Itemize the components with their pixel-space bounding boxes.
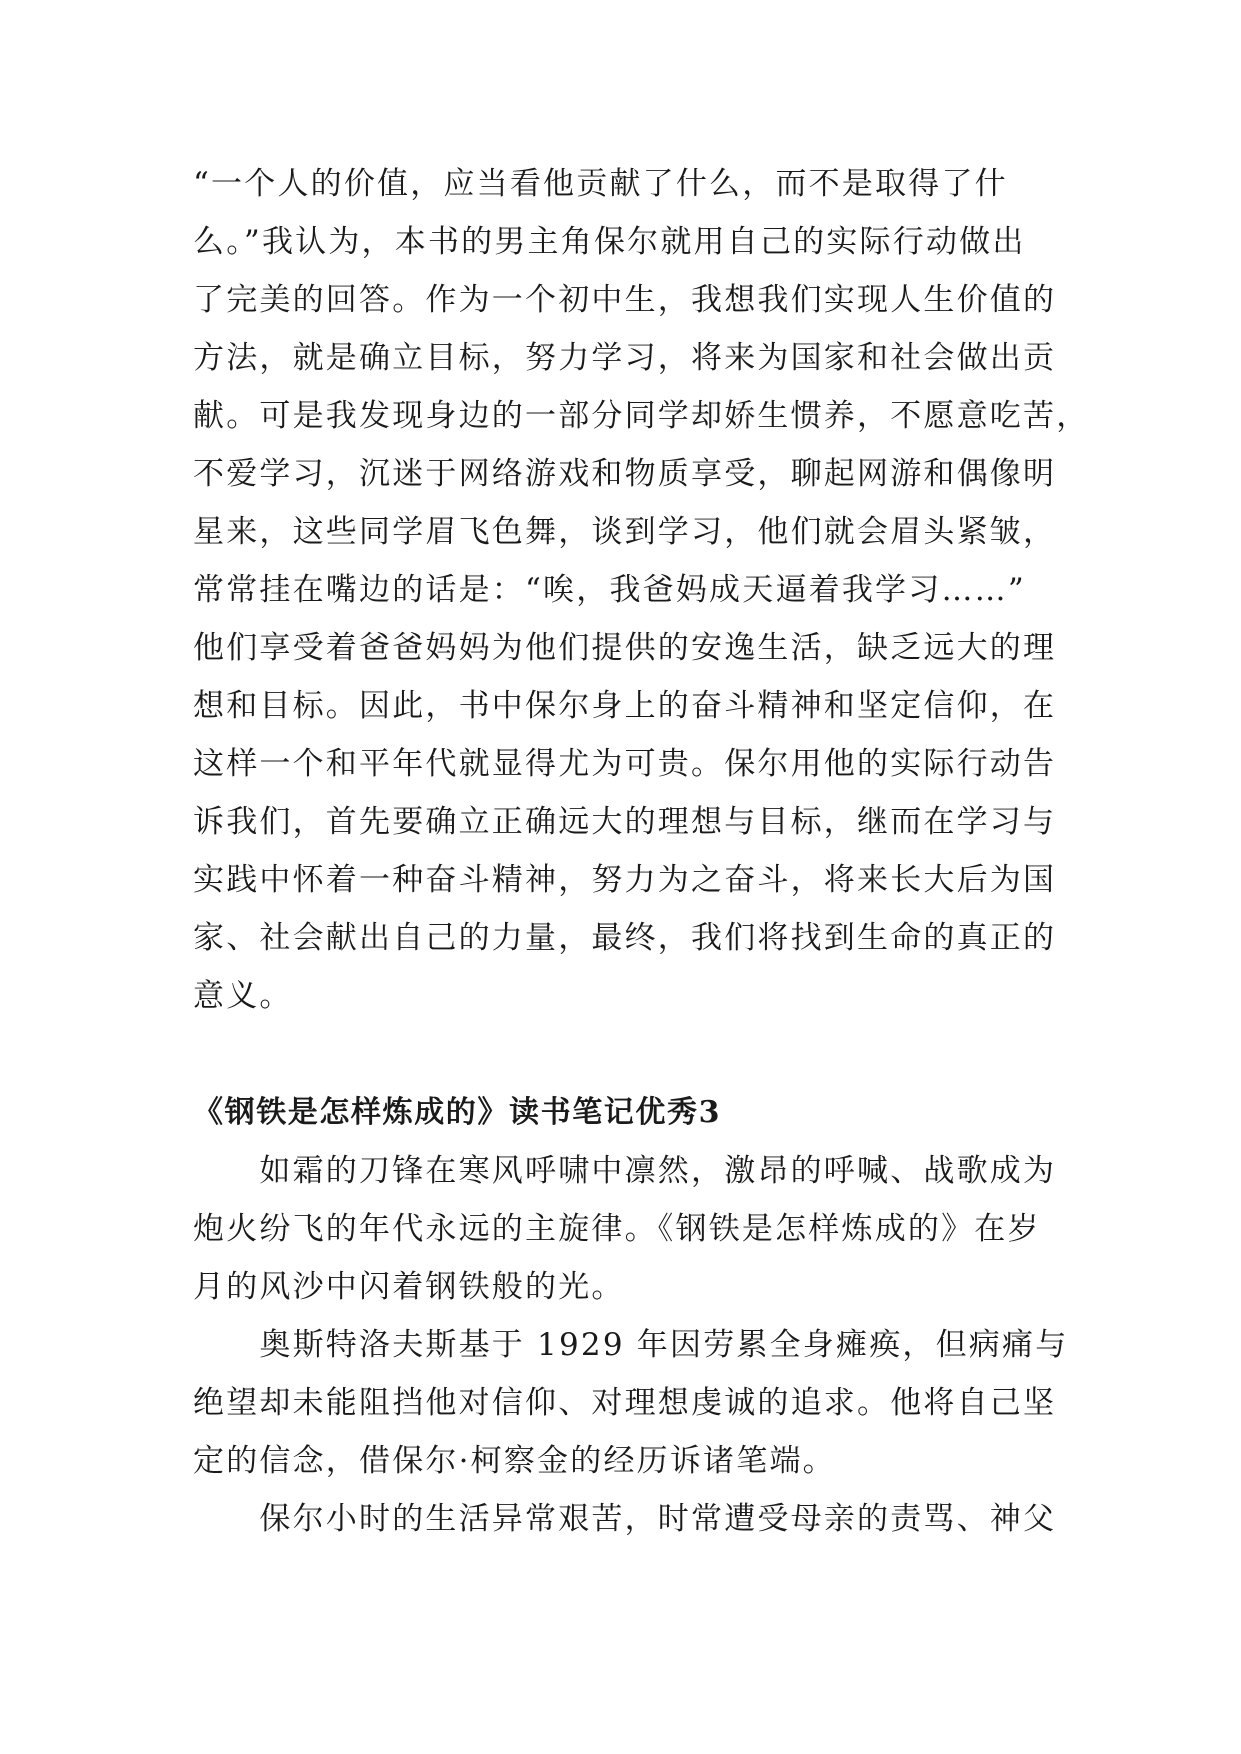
text-line: 了完美的回答。作为一个初中生，我想我们实现人生价值的 [193,282,1057,318]
text-line: 方法，就是确立目标，努力学习，将来为国家和社会做出贡 [193,340,1057,376]
text-line: 如霜的刀锋在寒风呼啸中凛然，激昂的呼喊、战歌成为 [193,1153,1057,1189]
text-line: 意义。 [193,978,293,1014]
text-line: 保尔小时的生活异常艰苦，时常遭受母亲的责骂、神父 [193,1501,1057,1537]
section-3-body [193,1142,1069,1548]
text-line: 绝望却未能阻挡他对信仰、对理想虔诚的追求。他将自己坚 [193,1385,1057,1421]
text-line: “一个人的价值，应当看他贡献了什么，而不是取得了什 [193,166,1008,202]
text-line: 实践中怀着一种奋斗精神，努力为之奋斗，将来长大后为国 [193,862,1057,898]
text-line: 诉我们，首先要确立正确远大的理想与目标，继而在学习与 [193,804,1057,840]
text-line: 么。”我认为，本书的男主角保尔就用自己的实际行动做出 [193,224,1026,260]
text-line: 想和目标。因此，书中保尔身上的奋斗精神和坚定信仰，在 [193,688,1057,724]
text-line: 家、社会献出自己的力量，最终，我们将找到生命的真正的 [193,920,1057,956]
text-line: 他们享受着爸爸妈妈为他们提供的安逸生活，缺乏远大的理 [193,630,1057,666]
text-line: 这样一个和平年代就显得尤为可贵。保尔用他的实际行动告 [193,746,1057,782]
text-line: 常常挂在嘴边的话是：“唉，我爸妈成天逼着我学习……” [193,572,1026,608]
text-line: 献。可是我发现身边的一部分同学却娇生惯养，不愿意吃苦， [193,398,1090,434]
text-line: 炮火纷飞的年代永远的主旋律。《钢铁是怎样炼成的》在岁 [193,1211,1041,1247]
paragraph-value-of-a-person [193,155,1090,1025]
text-line: 定的信念，借保尔·柯察金的经历诉诸笔端。 [193,1443,836,1479]
text-line: 奥斯特洛夫斯基于 1929 年因劳累全身瘫痪，但病痛与 [193,1327,1069,1363]
text-line: 月的风沙中闪着钢铁般的光。 [193,1269,625,1305]
section-heading: 《钢铁是怎样炼成的》读书笔记优秀3 [193,1095,722,1130]
text-line: 星来，这些同学眉飞色舞，谈到学习，他们就会眉头紧皱， [193,514,1057,550]
text-line: 不爱学习，沉迷于网络游戏和物质享受，聊起网游和偶像明 [193,456,1057,492]
